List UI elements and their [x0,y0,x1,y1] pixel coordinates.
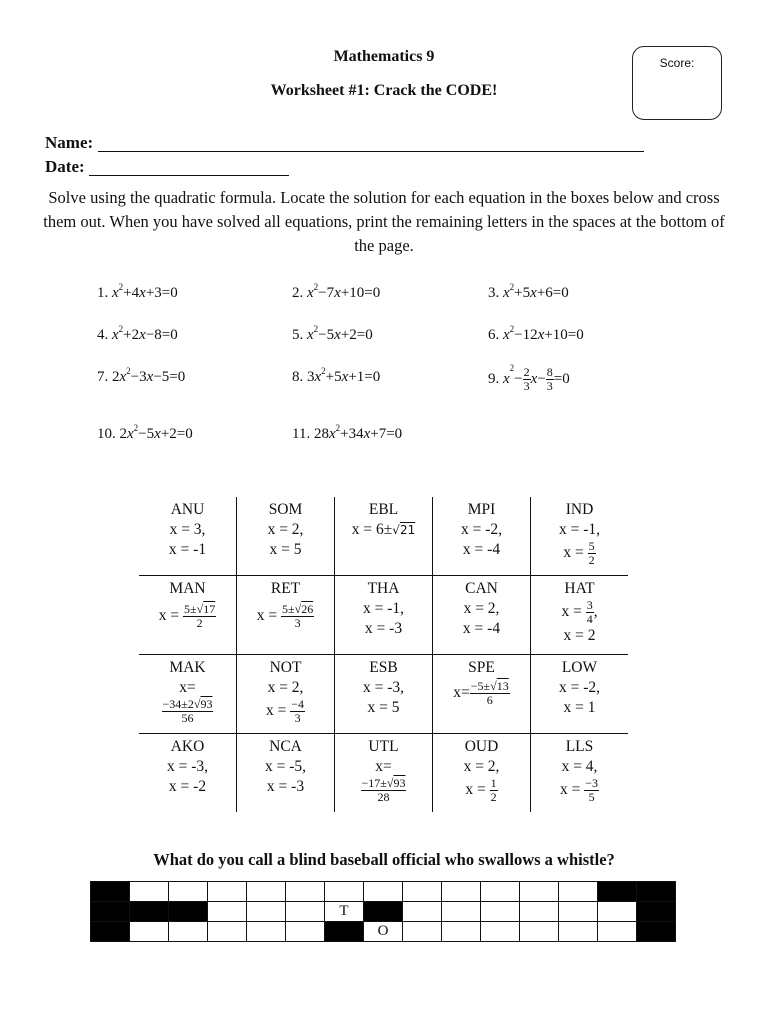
equation-6: 6. $x^2-12x+10=0$ [488,324,584,343]
code-letters: HAT [564,580,595,597]
answer-cell[interactable] [481,902,520,922]
code-cell-not[interactable]: NOT x = 2, x = $\frac{-4}{3}$ [237,655,335,734]
code-cell-tha[interactable]: THA x = -1, x = -3 [335,576,433,655]
answer-cell[interactable] [559,922,598,942]
code-cell-utl[interactable]: UTL x= $\frac{-17\pm√93}{28}$ [335,734,433,813]
answer-cell[interactable] [403,922,442,942]
answer-cell[interactable] [325,882,364,902]
name-label: Name: [45,133,94,152]
answer-cell[interactable] [286,882,325,902]
answer-cell[interactable] [598,902,637,922]
answer-cell[interactable] [247,902,286,922]
answer-cell[interactable]: O [364,922,403,942]
equation-11: 11. $28x^2+34x+7=0$ [292,423,403,442]
blocked-cell [91,922,130,942]
code-letters: RET [270,580,301,597]
equation-number: 4. [97,327,109,343]
code-letters: ANU [170,501,205,518]
answer-cell[interactable] [442,922,481,942]
answer-cell[interactable] [247,882,286,902]
code-cell-anu[interactable]: ANU x = 3, x = -1 [139,497,237,576]
blocked-cell [637,882,676,902]
blocked-cell [325,922,364,942]
answer-cell[interactable] [442,902,481,922]
answer-cell[interactable] [364,882,403,902]
date-line[interactable] [89,175,289,176]
score-label: Score: [659,56,695,70]
answer-cell[interactable] [247,922,286,942]
answer-row [91,922,676,942]
equation-2: 2. $x^2-7x+10=0$ [292,282,381,301]
answer-cell[interactable] [286,902,325,922]
code-cell-ebl[interactable]: EBL x = 6±√21 [335,497,433,576]
code-cell-can[interactable]: CAN x = 2, x = -4 [433,576,531,655]
answer-cell[interactable] [520,922,559,942]
answer-cell[interactable] [130,882,169,902]
answer-grid [90,881,676,942]
code-letters: MAK [169,659,206,676]
answer-cell[interactable] [169,882,208,902]
code-letters: LLS [565,738,594,755]
code-cell-som[interactable]: SOM x = 2, x = 5 [237,497,335,576]
answer-row [91,882,676,902]
code-letters: EBL [368,501,399,518]
code-letters: NCA [269,738,302,755]
answer-cell[interactable] [208,902,247,922]
answer-cell[interactable] [286,922,325,942]
equation-10: 10. $2x^2-5x+2=0$ [97,423,193,442]
code-cell-ret[interactable]: RET x = $\frac{5\pm√26}{3}$ [237,576,335,655]
code-letters: LOW [561,659,598,676]
equation-number: 7. [97,369,109,385]
answer-cell[interactable] [403,902,442,922]
answer-cell[interactable] [481,882,520,902]
blocked-cell [169,902,208,922]
blocked-cell [637,902,676,922]
code-letters: UTL [368,738,399,755]
equation-number: 8. [292,369,304,385]
equation-5: 5. $x^2-5x+2=0$ [292,324,373,343]
code-letters: SOM [268,501,303,518]
answer-cell[interactable] [169,922,208,942]
equation-number: 2. [292,285,304,301]
answer-cell[interactable]: T [325,902,364,922]
code-cell-spe[interactable]: SPE x= $\frac{-5\pm√13}{6}$ [433,655,531,734]
instructions: Solve using the quadratic formula. Locate the solution for each equation in the boxes below and cross them out. When you have solved all equations, print the remaining letters in the spaces at the bottom of the page. [43,188,725,255]
equation-number: 5. [292,327,304,343]
code-cell-esb[interactable]: ESB x = -3, x = 5 [335,655,433,734]
code-cell-lls[interactable]: LLS x = 4, x = $\frac{-3}{5}$ [531,734,629,813]
code-table [139,497,628,812]
riddle-question: What do you call a blind baseball official who swallows a whistle? [153,850,615,869]
blocked-cell [598,882,637,902]
code-cell-nca[interactable]: NCA x = -5, x = -3 [237,734,335,813]
code-letters: THA [367,580,400,597]
code-cell-mpi[interactable]: MPI x = -2, x = -4 [433,497,531,576]
blocked-cell [91,882,130,902]
blocked-cell [364,902,403,922]
equation-3: 3. $x^2+5x+6=0$ [488,282,569,301]
answer-cell[interactable] [208,922,247,942]
answer-cell[interactable] [130,922,169,942]
code-letters: AKO [170,738,205,755]
blocked-cell [91,902,130,922]
equation-8: 8. $3x^2+5x+1=0$ [292,366,381,385]
answer-cell[interactable] [598,922,637,942]
answer-cell[interactable] [559,882,598,902]
code-cell-ind[interactable]: IND x = -1, x = $\frac{5}{2}$ [531,497,629,576]
code-letters: IND [565,501,594,518]
code-letters: MPI [467,501,496,518]
equation-number: 1. [97,285,109,301]
equation-number: 11. [292,426,311,442]
code-cell-low[interactable]: LOW x = -2, x = 1 [531,655,629,734]
code-cell-ako[interactable]: AKO x = -3, x = -2 [139,734,237,813]
code-letters: CAN [465,580,498,597]
equation-9: 9. $x^2-$ $\frac{2}{3}$ x− $\frac{8}{3}$ =0 [488,363,570,393]
code-letters: ESB [369,659,398,676]
equation-number: 3. [488,285,500,301]
worksheet-title: Worksheet #1: Crack the CODE! [270,82,498,99]
answer-cell[interactable] [442,882,481,902]
answer-cell[interactable] [208,882,247,902]
answer-cell[interactable] [481,922,520,942]
code-cell-man[interactable]: MAN x = $\frac{5\pm√17}{2}$ [139,576,237,655]
code-letters: SPE [468,659,495,676]
code-letters: OUD [464,738,499,755]
code-cell-mak[interactable]: MAK x= $\frac{-34\pm 2√93}{56}$ [139,655,237,734]
blocked-cell [130,902,169,922]
code-cell-oud[interactable]: OUD x = 2, x = $\frac{1}{2}$ [433,734,531,813]
date-label: Date: [45,157,85,176]
answer-cell[interactable] [559,902,598,922]
course-title: Mathematics 9 [333,48,435,65]
answer-row [91,902,676,922]
equation-4: 4. $x^2+2x-8=0$ [97,324,178,343]
equation-7: 7. $2x^2-3x-5=0$ [97,366,186,385]
code-cell-hat[interactable]: HAT x = $\frac{3}{4}$ , x = 2 [531,576,629,655]
blocked-cell [637,922,676,942]
equation-number: 6. [488,327,500,343]
code-letters: MAN [169,580,206,597]
equation-1: 1. $x^2+4x+3=0$ [97,282,178,301]
answer-cell[interactable] [520,902,559,922]
name-line[interactable] [98,151,644,152]
answer-cell[interactable] [520,882,559,902]
code-letters: NOT [269,659,302,676]
answer-cell[interactable] [403,882,442,902]
score-box[interactable] [632,46,722,120]
equation-number: 9. [488,370,500,387]
equation-number: 10. [97,426,116,442]
